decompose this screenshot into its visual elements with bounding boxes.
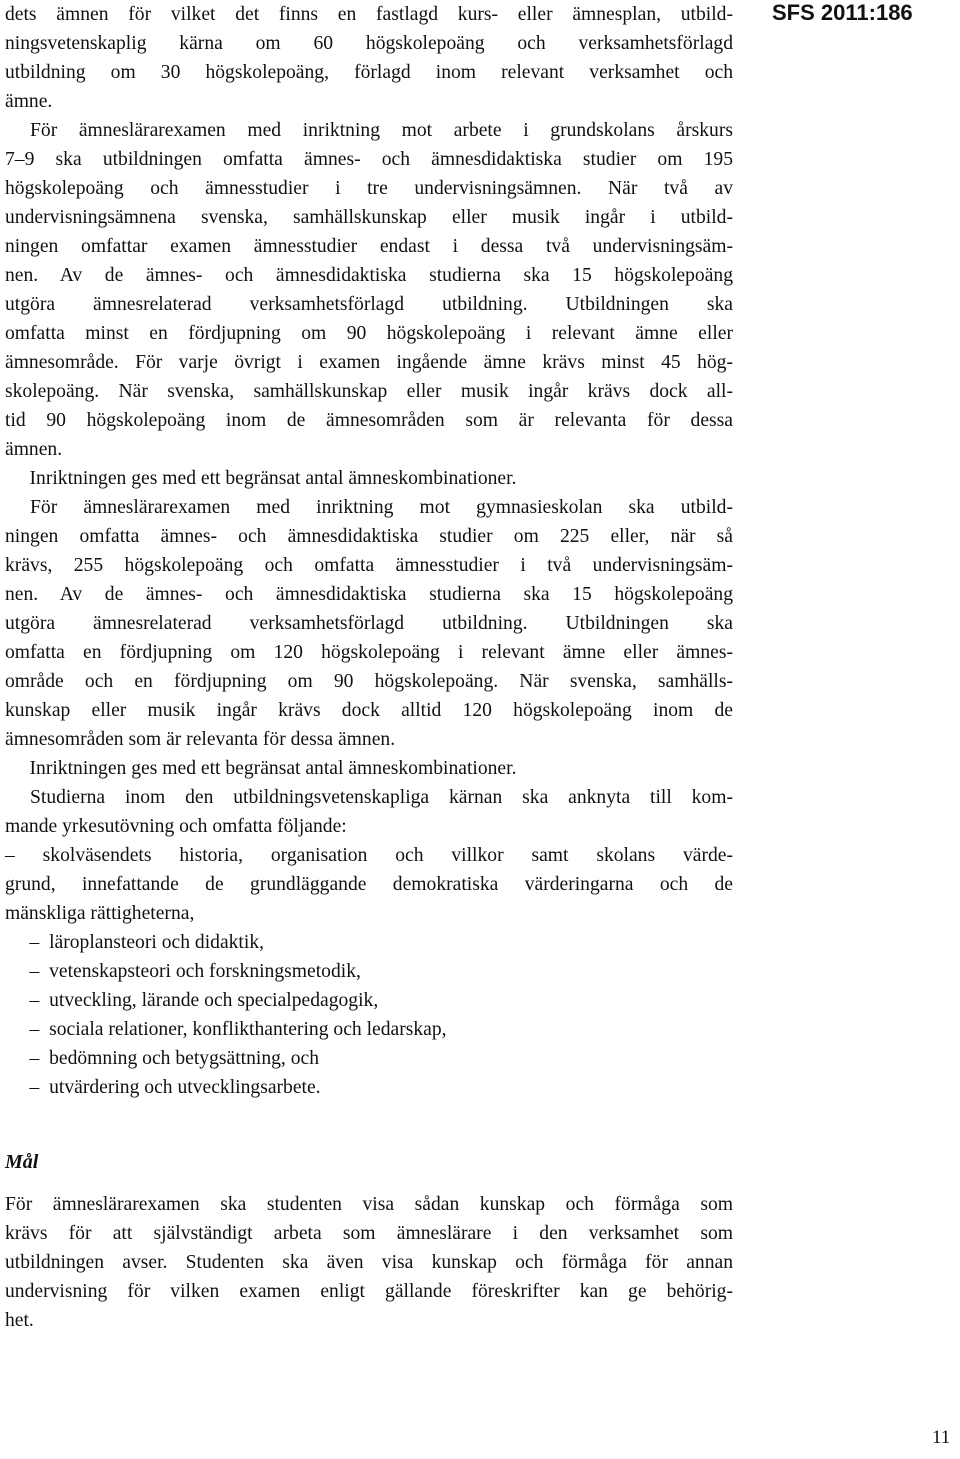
text-line: ämnesområde. För varje övrigt i examen ingående ämne krävs minst 45 hög-: [5, 352, 733, 373]
text-line: omfatta minst en fördjupning om 90 högskolepoäng i relevant ämne eller: [5, 323, 733, 344]
text-line: tid 90 högskolepoäng inom de ämnesområden som är relevanta för dessa: [5, 410, 733, 431]
text-line: kunskap eller musik ingår krävs dock alltid 120 högskolepoäng inom de: [5, 700, 733, 721]
text-line: utbildningen avser. Studenten ska även visa kunskap och förmåga för annan: [5, 1252, 733, 1273]
text-line: Inriktningen ges med ett begränsat antal ämneskombinationer.: [5, 758, 517, 779]
list-item: – bedömning och betygsättning, och: [5, 1048, 319, 1069]
list-item: – utvärdering och utvecklingsarbete.: [5, 1077, 321, 1098]
text-line: omfatta en fördjupning om 120 högskolepoäng i relevant ämne eller ämnes-: [5, 642, 733, 663]
page-number: 11: [932, 1427, 951, 1448]
list-item: – utveckling, lärande och specialpedagogik,: [5, 990, 379, 1011]
text-line: För ämneslärarexamen ska studenten visa sådan kunskap och förmåga som: [5, 1194, 733, 1215]
list-item-continuation: grund, innefattande de grundläggande demokratiska värderingarna och de: [5, 874, 733, 895]
text-line: högskolepoäng och ämnesstudier i tre undervisningsämnen. När två av: [5, 178, 733, 199]
list-item: – sociala relationer, konflikthantering och ledarskap,: [5, 1019, 447, 1040]
running-header: SFS 2011:186: [772, 0, 913, 25]
text-line: Inriktningen ges med ett begränsat antal ämneskombinationer.: [5, 468, 517, 489]
section-heading: Mål: [5, 1151, 39, 1173]
text-line: undervisningsämnena svenska, samhällskunskap eller musik ingår i utbild-: [5, 207, 733, 228]
text-line: utgöra ämnesrelaterad verksamhetsförlagd utbildning. Utbildningen ska: [5, 613, 733, 634]
text-line: ämnen.: [5, 439, 63, 460]
text-line: För ämneslärarexamen med inriktning mot gymnasieskolan ska utbild-: [30, 497, 733, 518]
list-item: – vetenskapsteori och forskningsmetodik,: [5, 961, 361, 982]
list-item-continuation: mänskliga rättigheterna,: [5, 903, 195, 924]
text-line: ningen omfatta ämnes- och ämnesdidaktiska studier om 225 eller, när så: [5, 526, 733, 547]
text-line: ningen omfattar examen ämnesstudier endast i dessa två undervisningsäm-: [5, 236, 733, 257]
text-line: undervisning för vilken examen enligt gällande föreskrifter kan ge behörig-: [5, 1281, 733, 1302]
text-line: dets ämnen för vilket det finns en fastlagd kurs- eller ämnesplan, utbild-: [5, 4, 733, 25]
text-line: het.: [5, 1310, 34, 1331]
list-item: – skolväsendets historia, organisation och villkor samt skolans värde-: [5, 845, 733, 866]
text-line: För ämneslärarexamen med inriktning mot arbete i grundskolans årskurs: [30, 120, 733, 141]
text-line: ningsvetenskaplig kärna om 60 högskolepoäng och verksamhetsförlagd: [5, 33, 733, 54]
text-line: 7–9 ska utbildningen omfatta ämnes- och ämnesdidaktiska studier om 195: [5, 149, 733, 170]
text-line: krävs för att självständigt arbeta som ämneslärare i den verksamhet som: [5, 1223, 733, 1244]
text-line: nen. Av de ämnes- och ämnesdidaktiska studierna ska 15 högskolepoäng: [5, 265, 733, 286]
text-line: krävs, 255 högskolepoäng och omfatta ämnesstudier i två undervisningsäm-: [5, 555, 733, 576]
text-line: ämne.: [5, 91, 53, 112]
text-line: skolepoäng. När svenska, samhällskunskap eller musik ingår krävs dock all-: [5, 381, 733, 402]
text-line: nen. Av de ämnes- och ämnesdidaktiska studierna ska 15 högskolepoäng: [5, 584, 733, 605]
text-line: Studierna inom den utbildningsvetenskapliga kärnan ska anknyta till kom-: [30, 787, 733, 808]
text-line: utbildning om 30 högskolepoäng, förlagd inom relevant verksamhet och: [5, 62, 733, 83]
text-line: utgöra ämnesrelaterad verksamhetsförlagd utbildning. Utbildningen ska: [5, 294, 733, 315]
list-item: – läroplansteori och didaktik,: [5, 932, 265, 953]
text-line: område och en fördjupning om 90 högskolepoäng. När svenska, samhälls-: [5, 671, 733, 692]
text-line: ämnesområden som är relevanta för dessa ämnen.: [5, 729, 396, 750]
text-line: mande yrkesutövning och omfatta följande:: [5, 816, 347, 837]
